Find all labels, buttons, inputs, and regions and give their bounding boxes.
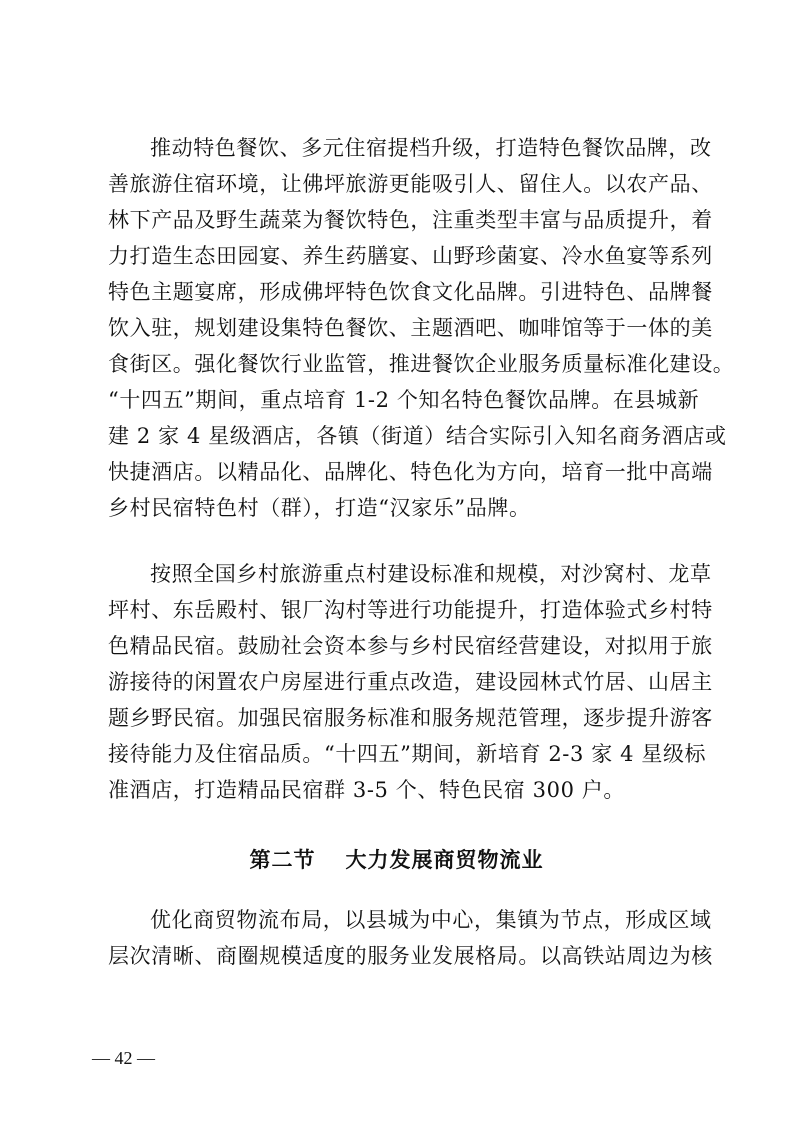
paragraph-dining-lodging bbox=[108, 130, 735, 526]
paragraph-line: 林下产品及野生蔬菜为餐饮特色，注重类型丰富与品质提升，着 bbox=[108, 208, 713, 232]
paragraph-line: 力打造生态田园宴、养生药膳宴、山野珍菌宴、冷水鱼宴等系列 bbox=[108, 244, 713, 268]
paragraph-line: 快捷酒店。以精品化、品牌化、特色化为方向，培育一批中高端 bbox=[108, 460, 713, 484]
paragraph-line: 坪村、东岳殿村、银厂沟村等进行功能提升，打造体验式乡村特 bbox=[108, 598, 713, 622]
page-number: — 42 — bbox=[92, 1048, 155, 1068]
paragraph-line: 层次清晰、商圈规模适度的服务业发展格局。以高铁站周边为核 bbox=[108, 944, 713, 968]
paragraph-line: 饮入驻，规划建设集特色餐饮、主题酒吧、咖啡馆等于一体的美 bbox=[108, 316, 713, 340]
paragraph-line: 题乡野民宿。加强民宿服务标准和服务规范管理，逐步提升游客 bbox=[108, 706, 713, 730]
paragraph-line: 食街区。强化餐饮行业监管，推进餐饮企业服务质量标准化建设。 bbox=[108, 352, 735, 376]
paragraph-commerce-logistics bbox=[108, 902, 713, 974]
paragraph-line: 接待能力及住宿品质。“十四五”期间，新培育 2-3 家 4 星级标 bbox=[108, 742, 707, 766]
section-number: 第二节 bbox=[249, 848, 316, 872]
paragraph-line: 特色主题宴席，形成佛坪特色饮食文化品牌。引进特色、品牌餐 bbox=[108, 280, 713, 304]
paragraph-line: 推动特色餐饮、多元住宿提档升级，打造特色餐饮品牌，改 bbox=[150, 136, 712, 160]
section-title: 大力发展商贸物流业 bbox=[345, 848, 544, 872]
paragraph-line: 乡村民宿特色村（群），打造“汉家乐”品牌。 bbox=[108, 496, 531, 520]
section-heading bbox=[0, 842, 793, 878]
paragraph-line: 色精品民宿。鼓励社会资本参与乡村民宿经营建设，对拟用于旅 bbox=[108, 634, 713, 658]
paragraph-line: 游接待的闲置农户房屋进行重点改造，建设园林式竹居、山居主 bbox=[108, 670, 713, 694]
paragraph-rural-homestay bbox=[108, 556, 713, 808]
paragraph-line: 按照全国乡村旅游重点村建设标准和规模，对沙窝村、龙草 bbox=[150, 562, 712, 586]
paragraph-line: 建 2 家 4 星级酒店，各镇（街道）结合实际引入知名商务酒店或 bbox=[108, 424, 727, 448]
paragraph-line: 准酒店，打造精品民宿群 3-5 个、特色民宿 300 户。 bbox=[108, 778, 625, 802]
paragraph-line: 优化商贸物流布局，以县城为中心，集镇为节点，形成区域 bbox=[150, 908, 712, 932]
paragraph-line: “十四五”期间，重点培育 1-2 个知名特色餐饮品牌。在县城新 bbox=[108, 388, 700, 412]
paragraph-line: 善旅游住宿环境，让佛坪旅游更能吸引人、留住人。以农产品、 bbox=[108, 172, 713, 196]
